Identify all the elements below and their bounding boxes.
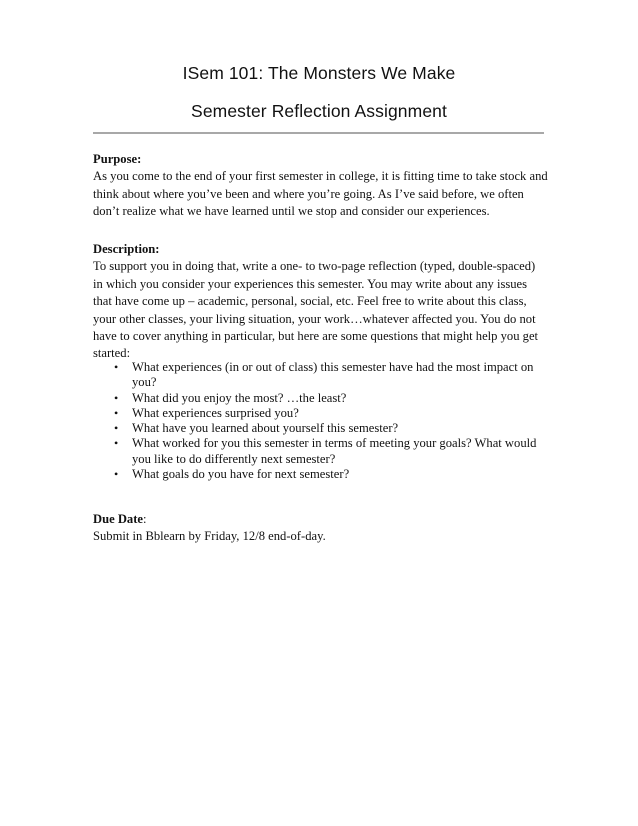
question-text: What did you enjoy the most? …the least?	[132, 390, 347, 405]
due-date-section	[93, 511, 548, 546]
due-date-heading: Due Date	[93, 512, 144, 526]
question-text: What experiences (in or out of class) this semester have had the most impact on you?	[132, 360, 534, 390]
bullet-icon: •	[114, 436, 119, 451]
list-item	[93, 360, 548, 391]
question-text: What goals do you have for next semester?	[132, 467, 350, 482]
assignment-title: Semester Reflection Assignment	[191, 101, 447, 121]
bullet-icon: •	[114, 390, 119, 405]
bullet-icon: •	[114, 360, 119, 374]
question-text: What worked for you this semester in terms of meeting your goals? What would you like to do differently next semester?	[132, 436, 537, 466]
course-title: ISem 101: The Monsters We Make	[182, 63, 456, 83]
list-item	[93, 406, 548, 421]
list-item	[93, 421, 548, 436]
description-heading: Description:	[93, 242, 160, 256]
question-text: What have you learned about yourself this semester?	[132, 421, 399, 436]
bullet-icon: •	[114, 405, 119, 420]
title-divider	[93, 132, 544, 134]
reflection-questions-list	[93, 360, 548, 482]
bullet-icon: •	[114, 467, 119, 482]
due-date-colon: :	[143, 512, 147, 526]
list-item	[93, 467, 548, 482]
description-text: To support you in doing that, write a one- to two-page reflection (typed, double-spaced) in which you consider your experiences this semester. You may write about any issues that have come up – academic, personal, social, etc. Feel free to write about this class, your other classes, your living situation, your work…whatever affected you. You do not have to cover anything in particular, but here are some questions that might help you get started:	[93, 259, 539, 361]
bullet-icon: •	[114, 421, 119, 436]
due-date-text: Submit in Bblearn by Friday, 12/8 end-of-day.	[93, 529, 326, 544]
question-text: What experiences surprised you?	[132, 405, 299, 420]
list-item	[93, 391, 548, 406]
purpose-heading: Purpose:	[93, 152, 142, 166]
purpose-section	[93, 151, 548, 221]
purpose-text: As you come to the end of your first semester in college, it is fitting time to take stock and think about where you’ve been and where you’re going. As I’ve said before, we often don’t realize what we have learned until we stop and consider our experiences.	[93, 169, 548, 219]
description-section	[93, 241, 548, 363]
list-item	[93, 436, 548, 467]
